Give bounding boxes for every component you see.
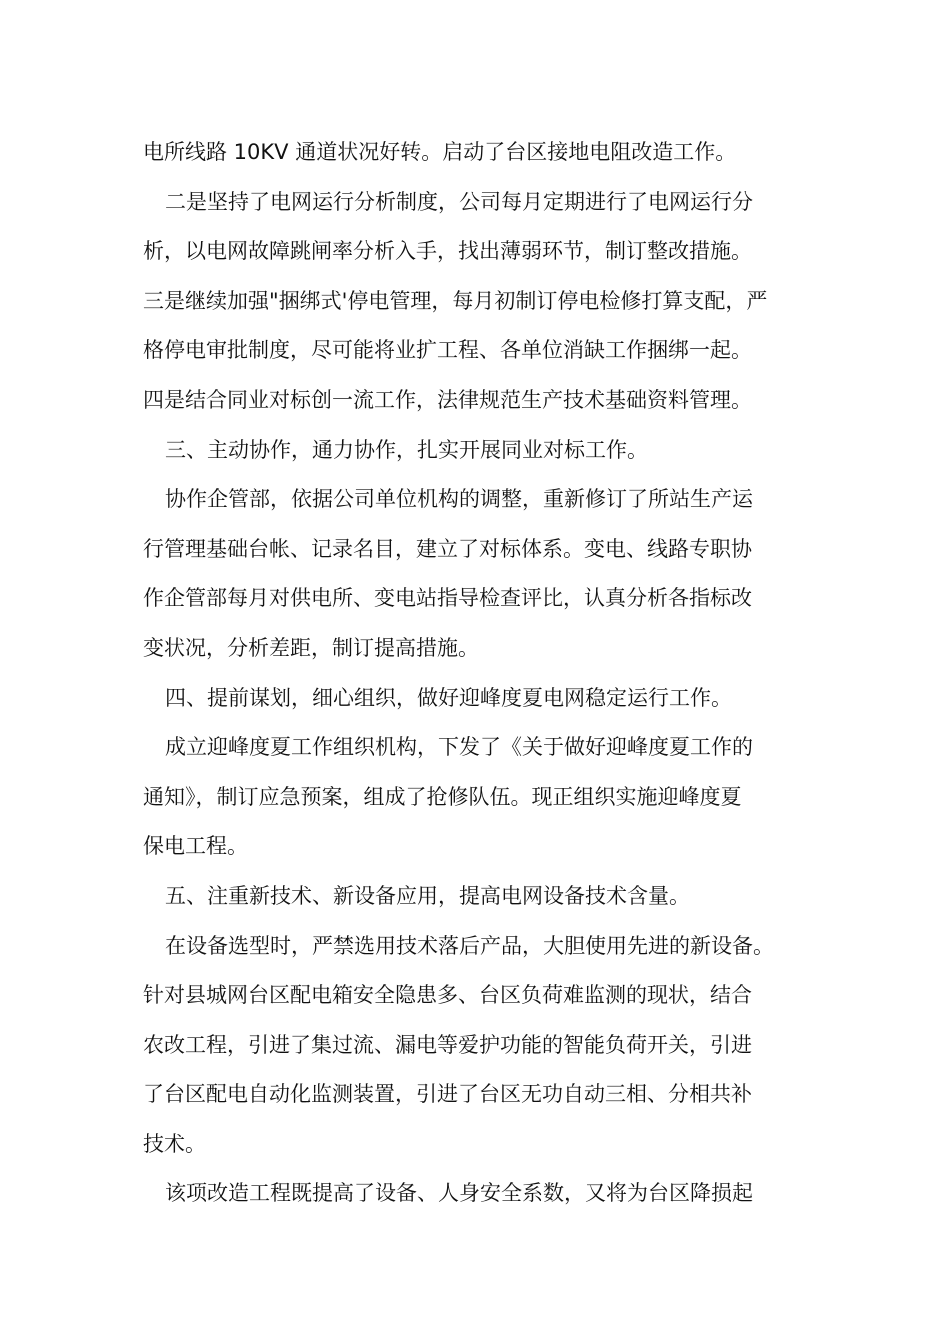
text-line: 保电工程。: [143, 834, 248, 859]
text-line: 该项改造工程既提高了设备、人身安全系数，又将为台区降损起: [165, 1181, 753, 1206]
text-line: 在设备选型时，严禁选用技术落后产品，大胆使用先进的新设备。: [165, 933, 774, 958]
text-line: 针对县城网台区配电箱安全隐患多、台区负荷难监测的现状，结合: [143, 983, 752, 1008]
text-line: 技术。: [143, 1131, 206, 1156]
document-body: [143, 128, 823, 1219]
text-line: 电所线路 10KV 通道状况好转。启动了台区接地电阻改造工作。: [143, 140, 737, 164]
text-line: 三是继续加强"捆绑式'停电管理，每月初制订停电检修打算支配，严: [143, 288, 768, 313]
text-line: 变状况，分析差距，制订提高措施。: [143, 635, 479, 660]
text-line: 成立迎峰度夏工作组织机构，下发了《关于做好迎峰度夏工作的: [165, 735, 753, 760]
section-heading: 三、主动协作，通力协作，扎实开展同业对标工作。: [165, 437, 648, 462]
text-line: 协作企管部，依据公司单位机构的调整，重新修订了所站生产运: [165, 487, 753, 512]
text-line: 通知》，制订应急预案，组成了抢修队伍。现正组织实施迎峰度夏: [143, 784, 742, 809]
section-heading: 五、注重新技术、新设备应用，提高电网设备技术含量。: [165, 883, 690, 908]
text-line: 农改工程，引进了集过流、漏电等爱护功能的智能负荷开关，引进: [143, 1032, 752, 1057]
text-line: 行管理基础台帐、记录名目，建立了对标体系。变电、线路专职协: [143, 536, 752, 561]
text-line: 四是结合同业对标创一流工作，法律规范生产技术基础资料管理。: [143, 387, 752, 412]
text-line: 格停电审批制度，尽可能将业扩工程、各单位消缺工作捆绑一起。: [143, 338, 752, 363]
text-line: 二是坚持了电网运行分析制度，公司每月定期进行了电网运行分: [165, 189, 753, 214]
section-heading: 四、提前谋划，细心组织，做好迎峰度夏电网稳定运行工作。: [165, 685, 732, 710]
text-line: 析，以电网故障跳闸率分析入手，找出薄弱环节，制订整改措施。: [143, 239, 752, 264]
text-line: 了台区配电自动化监测装置，引进了台区无功自动三相、分相共补: [143, 1082, 752, 1107]
text-line: 作企管部每月对供电所、变电站指导检查评比，认真分析各指标改: [143, 586, 752, 611]
